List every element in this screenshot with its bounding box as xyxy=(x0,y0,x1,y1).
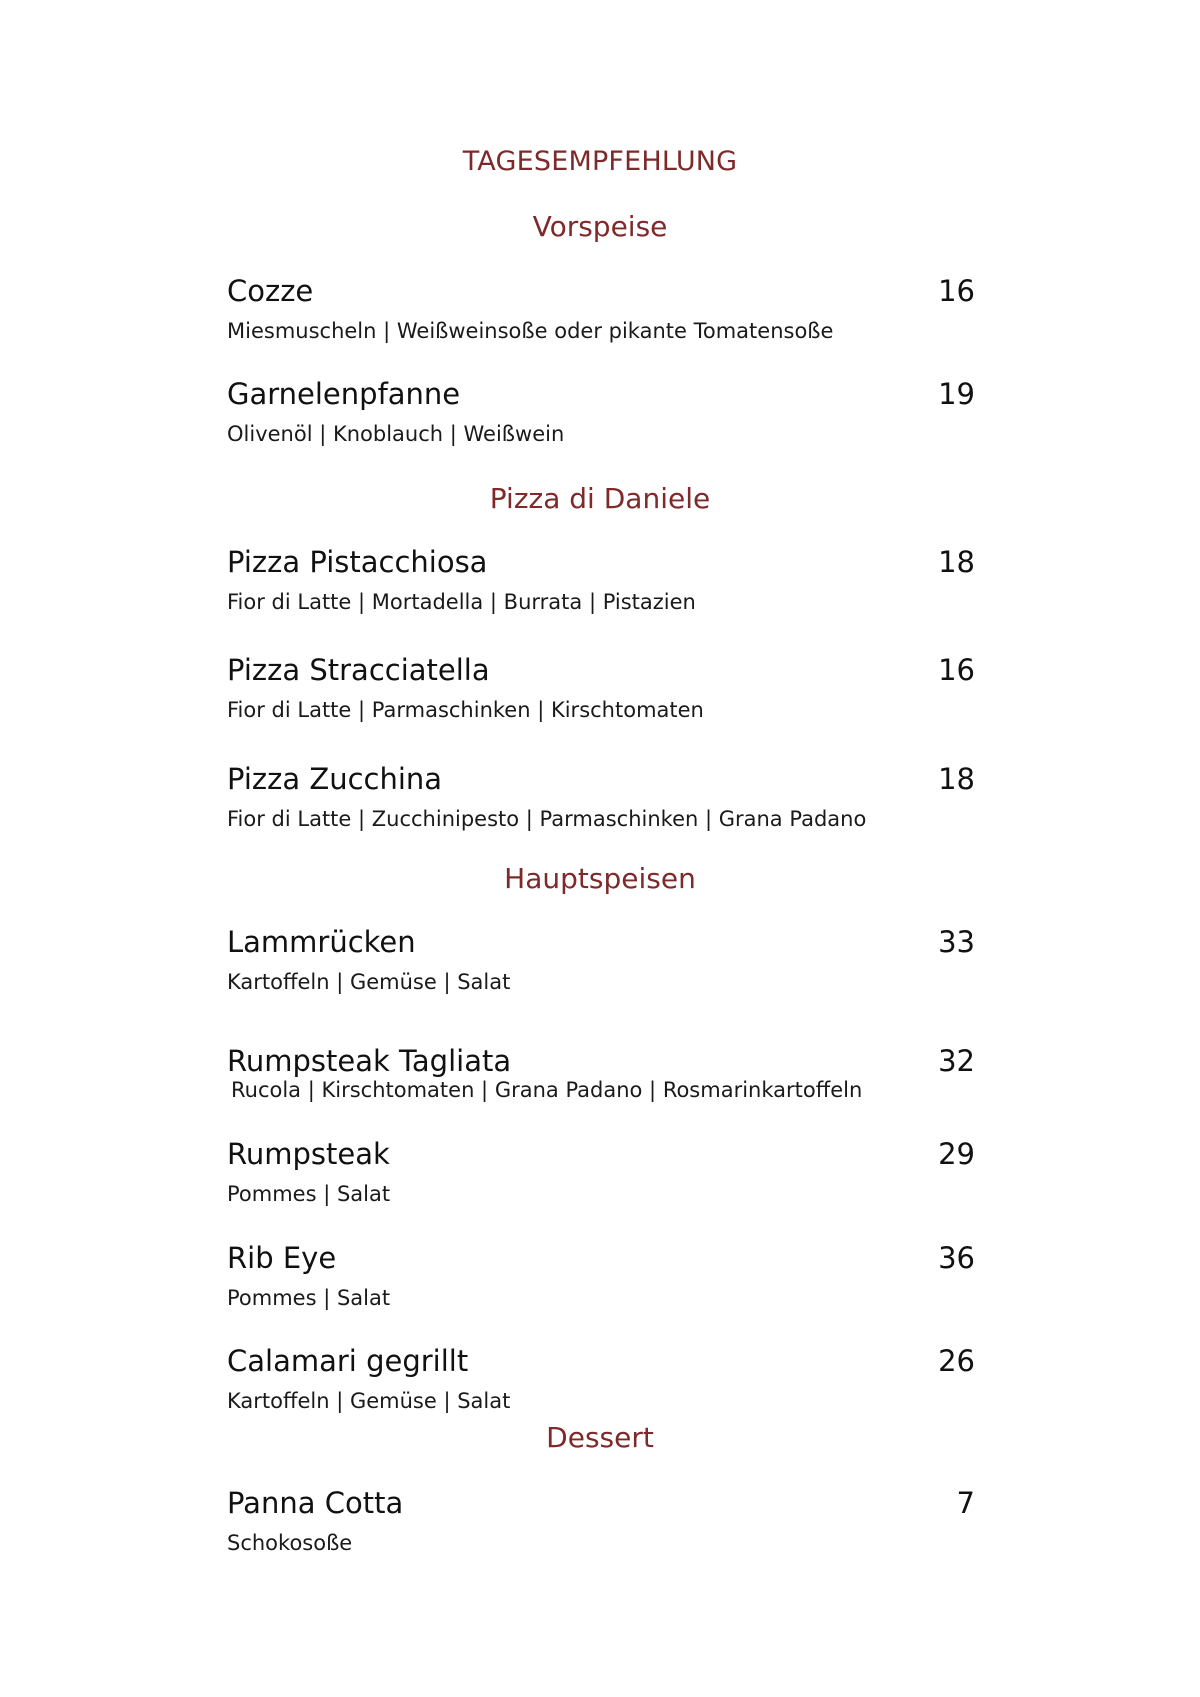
menu-item-rumpsteak xyxy=(227,1135,975,1206)
menu-item-garnelenpfanne xyxy=(227,375,975,446)
item-description: Kartoffeln | Gemüse | Salat xyxy=(227,970,511,994)
item-price: 32 xyxy=(938,1044,975,1078)
item-price: 18 xyxy=(938,762,975,796)
menu-title: TAGESEMPFEHLUNG xyxy=(462,146,738,177)
item-description: Rucola | Kirschtomaten | Grana Padano | Rosmarinkartoffeln xyxy=(231,1078,863,1102)
item-name: Rumpsteak xyxy=(227,1137,390,1171)
section-heading-vorspeise: Vorspeise xyxy=(532,210,668,243)
menu-item-lammruecken xyxy=(227,923,975,994)
item-description: Pommes | Salat xyxy=(227,1286,391,1310)
menu-item-panna-cotta xyxy=(227,1484,975,1555)
item-price: 36 xyxy=(938,1241,975,1275)
item-name: Lammrücken xyxy=(227,925,416,959)
menu-item-pizza-stracciatella xyxy=(227,651,975,722)
item-description: Fior di Latte | Zucchinipesto | Parmaschinken | Grana Padano xyxy=(227,807,867,831)
menu-item-pizza-zucchina xyxy=(227,760,975,831)
item-name: Calamari gegrillt xyxy=(227,1344,469,1378)
item-name: Pizza Pistacchiosa xyxy=(227,545,488,579)
item-description: Pommes | Salat xyxy=(227,1182,391,1206)
item-description: Olivenöl | Knoblauch | Weißwein xyxy=(227,422,565,446)
item-price: 33 xyxy=(938,925,975,959)
item-price: 29 xyxy=(938,1137,975,1171)
menu-item-pizza-pistacchiosa xyxy=(227,543,975,614)
item-name: Garnelenpfanne xyxy=(227,377,461,411)
menu-item-calamari-gegrillt xyxy=(227,1342,975,1413)
item-price: 19 xyxy=(938,377,975,411)
menu-item-cozze xyxy=(227,272,975,343)
item-name: Panna Cotta xyxy=(227,1486,404,1520)
section-heading-pizza: Pizza di Daniele xyxy=(489,482,711,515)
item-description: Fior di Latte | Parmaschinken | Kirschtomaten xyxy=(227,698,704,722)
menu-item-rumpsteak-tagliata xyxy=(227,1042,975,1102)
item-name: Cozze xyxy=(227,274,314,308)
item-description: Fior di Latte | Mortadella | Burrata | Pistazien xyxy=(227,590,696,614)
item-name: Pizza Stracciatella xyxy=(227,653,490,687)
item-price: 18 xyxy=(938,545,975,579)
section-heading-dessert: Dessert xyxy=(546,1421,654,1454)
item-description: Schokosoße xyxy=(227,1531,353,1555)
section-heading-hauptspeisen: Hauptspeisen xyxy=(504,862,696,895)
item-name: Rumpsteak Tagliata xyxy=(227,1044,512,1078)
item-description: Kartoffeln | Gemüse | Salat xyxy=(227,1389,511,1413)
item-price: 7 xyxy=(956,1486,975,1520)
item-price: 26 xyxy=(938,1344,975,1378)
item-name: Pizza Zucchina xyxy=(227,762,443,796)
item-price: 16 xyxy=(938,653,975,687)
item-description: Miesmuscheln | Weißweinsoße oder pikante Tomatensoße xyxy=(227,319,834,343)
item-name: Rib Eye xyxy=(227,1241,337,1275)
item-price: 16 xyxy=(938,274,975,308)
menu-item-rib-eye xyxy=(227,1239,975,1310)
